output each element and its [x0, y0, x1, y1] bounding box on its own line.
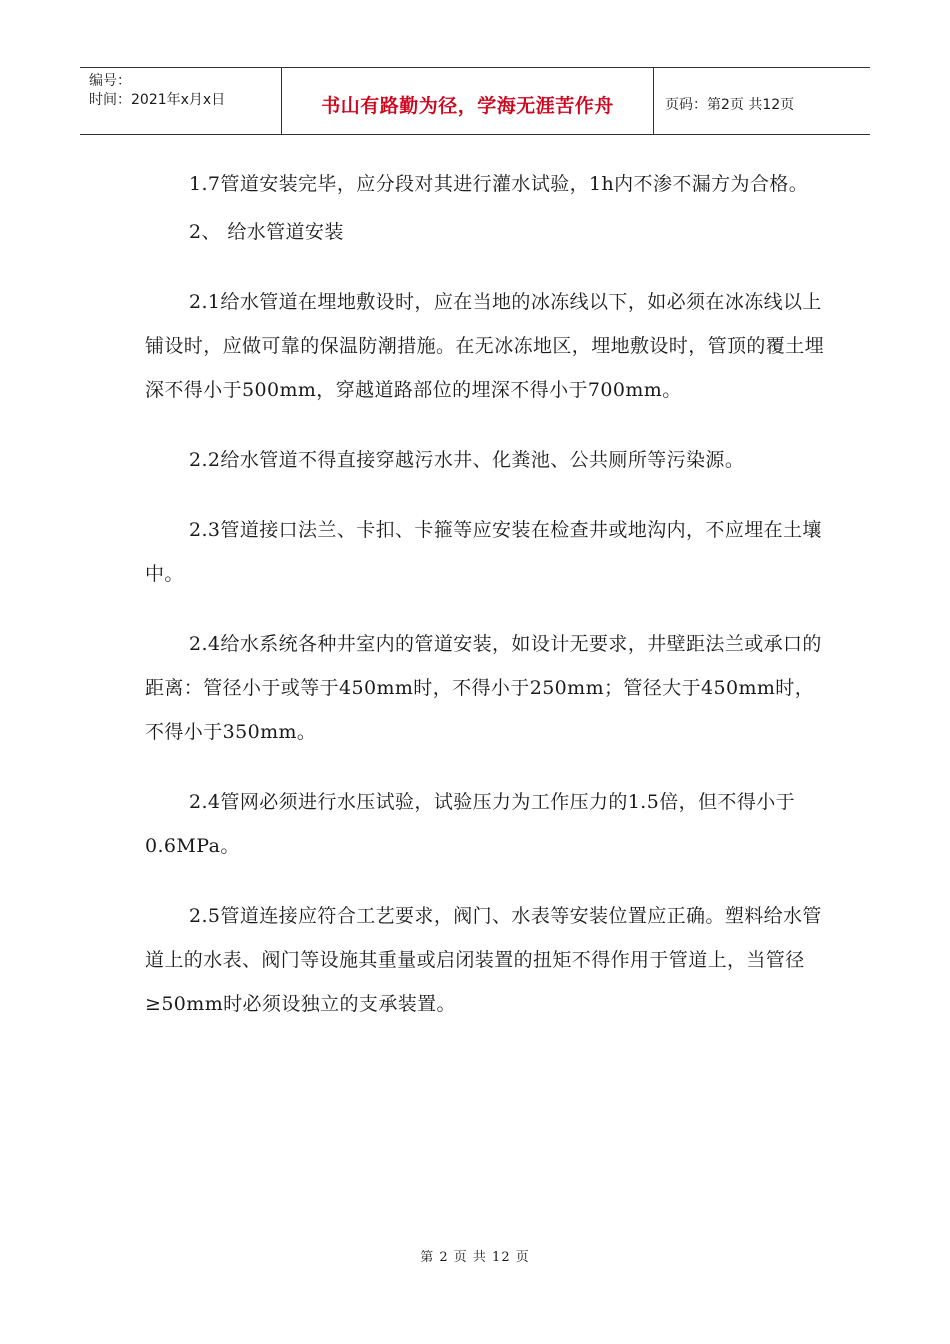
footer-page-number: 第 2 页 共 12 页: [420, 1250, 530, 1265]
section-heading-2: 2、 给水管道安装: [189, 221, 344, 243]
page-header: [80, 67, 870, 135]
document-time-label: 时间：2021年x月x日: [89, 92, 226, 108]
page-footer: [0, 1246, 950, 1265]
paragraph-2-2: 2.2给水管道不得直接穿越污水井、化粪池、公共厕所等污染源。: [189, 449, 745, 471]
header-page-number: 页码：第2页 共12页: [665, 97, 795, 113]
document-body: [145, 162, 825, 1026]
header-motto: 书山有路勤为径，学海无涯苦作舟: [321, 94, 614, 117]
paragraph-2-4-b: 2.4管网必须进行水压试验，试验压力为工作压力的1.5倍，但不得小于0.6MPa。: [145, 791, 796, 857]
paragraph-2-3: 2.3管道接口法兰、卡扣、卡箍等应安装在检查井或地沟内，不应埋在土壤中。: [145, 519, 822, 585]
header-motto-cell: [282, 68, 654, 134]
paragraph-1-7: 1.7管道安装完毕，应分段对其进行灌水试验，1h内不渗不漏方为合格。: [189, 173, 809, 195]
paragraph-2-1: 2.1给水管道在埋地敷设时，应在当地的冰冻线以下，如必须在冰冻线以上铺设时，应做可靠的保温防潮措施。在无冰冻地区，埋地敷设时，管顶的覆土埋深不得小于500mm，穿越道路部位的埋深不得小于700mm。: [145, 291, 825, 401]
document-number-label: 编号：: [89, 73, 131, 89]
paragraph-2-4-a: 2.4给水系统各种井室内的管道安装，如设计无要求，井壁距法兰或承口的距离：管径小于或等于450mm时，不得小于250mm；管径大于450mm时，不得小于350mm。: [145, 633, 822, 743]
header-meta: [80, 68, 282, 134]
paragraph-2-5: 2.5管道连接应符合工艺要求，阀门、水表等安装位置应正确。塑料给水管道上的水表、阀门等设施其重量或启闭装置的扭矩不得作用于管道上，当管径≥50mm时必须设独立的支承装置。: [145, 905, 822, 1015]
header-page-cell: [654, 68, 870, 134]
